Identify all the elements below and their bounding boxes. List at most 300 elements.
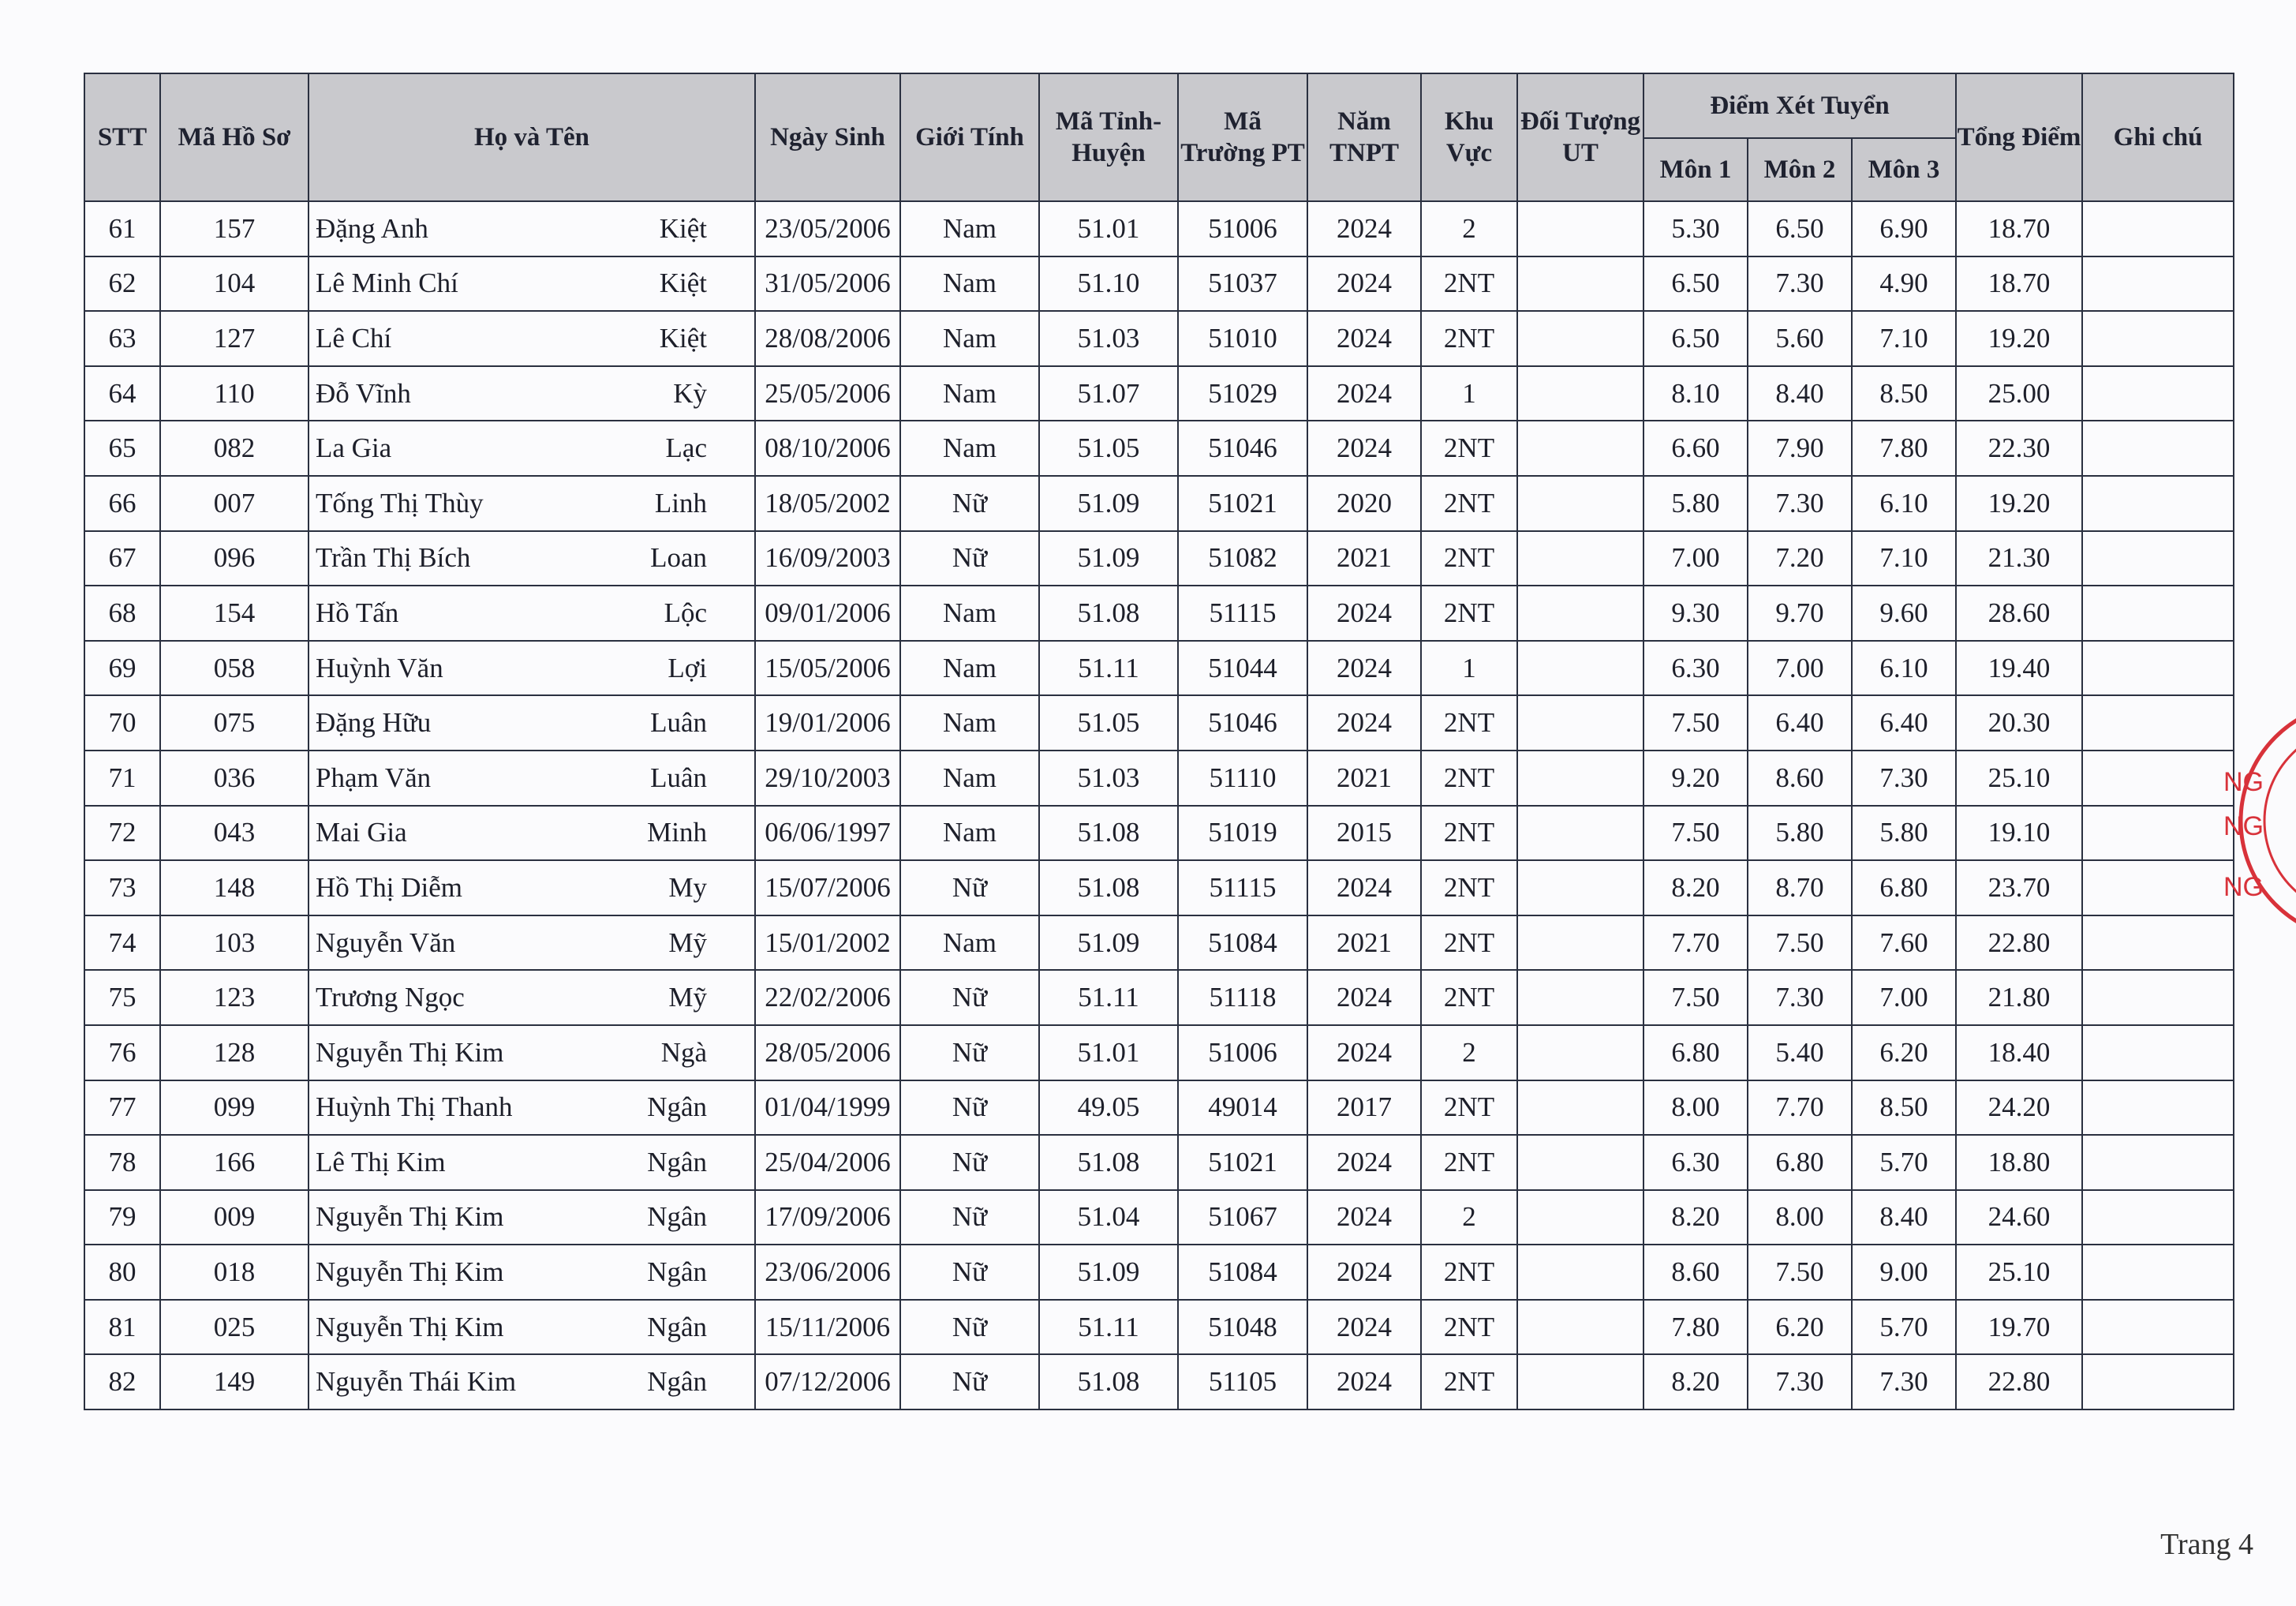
cell-gioi-tinh: Nữ [900,1300,1039,1355]
cell-nam-tnpt: 2021 [1307,531,1421,586]
cell-nam-tnpt: 2024 [1307,256,1421,312]
cell-mon3: 4.90 [1852,256,1956,312]
cell-ma-tinh-huyen: 51.04 [1039,1190,1178,1245]
cell-ho-va-ten [309,695,755,751]
cell-stt: 76 [84,1025,160,1080]
cell-ma-ho-so: 110 [160,366,309,421]
cell-gioi-tinh: Nữ [900,531,1039,586]
cell-ho-va-ten [309,256,755,312]
cell-ngay-sinh: 31/05/2006 [755,256,900,312]
table-header [84,73,2234,201]
cell-ma-tinh-huyen: 51.11 [1039,970,1178,1025]
header-mon3: Môn 3 [1852,138,1956,201]
cell-ho-va-ten [309,860,755,915]
cell-mon3: 5.70 [1852,1300,1956,1355]
cell-khu-vuc: 2NT [1421,806,1517,861]
cell-ghi-chu [2082,311,2234,366]
cell-mon3: 7.30 [1852,751,1956,806]
cell-ma-truong: 51046 [1178,421,1307,476]
cell-ma-truong: 51021 [1178,476,1307,531]
cell-ma-tinh-huyen: 51.05 [1039,421,1178,476]
cell-ngay-sinh: 25/04/2006 [755,1135,900,1190]
surname-given: Nguyễn Thị Kim [316,1256,504,1288]
cell-tong-diem: 18.70 [1956,201,2082,256]
cell-ma-tinh-huyen: 51.01 [1039,201,1178,256]
cell-ma-truong: 51044 [1178,641,1307,696]
cell-khu-vuc: 1 [1421,641,1517,696]
cell-ma-truong: 51115 [1178,586,1307,641]
cell-ma-tinh-huyen: 51.10 [1039,256,1178,312]
cell-gioi-tinh: Nữ [900,1190,1039,1245]
header-ma-ho-so: Mã Hồ Sơ [160,73,309,201]
cell-nam-tnpt: 2024 [1307,1354,1421,1409]
cell-stt: 78 [84,1135,160,1190]
cell-ho-va-ten [309,311,755,366]
cell-khu-vuc: 2 [1421,201,1517,256]
cell-ghi-chu [2082,586,2234,641]
table-row [84,586,2234,641]
surname-given: Huỳnh Thị Thanh [316,1091,513,1123]
cell-mon1: 8.00 [1643,1080,1748,1136]
cell-nam-tnpt: 2024 [1307,641,1421,696]
cell-ghi-chu [2082,201,2234,256]
cell-mon3: 6.10 [1852,641,1956,696]
table-row [84,201,2234,256]
first-name: Ngân [647,1366,707,1398]
cell-ma-ho-so: 009 [160,1190,309,1245]
surname-given: Nguyễn Thị Kim [316,1311,504,1342]
cell-mon1: 8.10 [1643,366,1748,421]
cell-tong-diem: 25.10 [1956,751,2082,806]
cell-ghi-chu [2082,1135,2234,1190]
cell-khu-vuc: 2NT [1421,1354,1517,1409]
cell-ngay-sinh: 15/11/2006 [755,1300,900,1355]
surname-given: Đặng Anh [316,212,428,244]
cell-ho-va-ten [309,476,755,531]
table-row [84,256,2234,312]
cell-ngay-sinh: 18/05/2002 [755,476,900,531]
cell-ma-truong: 51067 [1178,1190,1307,1245]
surname-given: Phạm Văn [316,762,432,793]
cell-mon1: 7.50 [1643,970,1748,1025]
cell-stt: 63 [84,311,160,366]
cell-ngay-sinh: 19/01/2006 [755,695,900,751]
cell-khu-vuc: 2NT [1421,586,1517,641]
cell-ma-truong: 51082 [1178,531,1307,586]
table-row [84,915,2234,971]
cell-ma-ho-so: 007 [160,476,309,531]
cell-khu-vuc: 2 [1421,1190,1517,1245]
cell-ma-truong: 51084 [1178,915,1307,971]
surname-given: Nguyễn Thái Kim [316,1366,517,1398]
cell-khu-vuc: 2NT [1421,311,1517,366]
cell-mon2: 5.60 [1748,311,1852,366]
cell-gioi-tinh: Nam [900,366,1039,421]
cell-ngay-sinh: 28/08/2006 [755,311,900,366]
cell-ho-va-ten [309,641,755,696]
cell-stt: 71 [84,751,160,806]
cell-nam-tnpt: 2017 [1307,1080,1421,1136]
cell-doi-tuong [1517,1135,1643,1190]
cell-gioi-tinh: Nam [900,751,1039,806]
table-row [84,366,2234,421]
cell-doi-tuong [1517,641,1643,696]
cell-ghi-chu [2082,1245,2234,1300]
first-name: My [668,871,707,903]
cell-khu-vuc: 2NT [1421,1245,1517,1300]
cell-nam-tnpt: 2024 [1307,586,1421,641]
cell-ho-va-ten [309,586,755,641]
cell-gioi-tinh: Nam [900,695,1039,751]
cell-tong-diem: 19.20 [1956,311,2082,366]
cell-stt: 69 [84,641,160,696]
surname-given: Tống Thị Thùy [316,487,484,518]
cell-stt: 72 [84,806,160,861]
header-diem-xet-tuyen: Điểm Xét Tuyển [1643,73,1956,138]
cell-mon3: 7.30 [1852,1354,1956,1409]
cell-stt: 68 [84,586,160,641]
cell-ho-va-ten [309,751,755,806]
cell-mon3: 8.50 [1852,1080,1956,1136]
cell-nam-tnpt: 2020 [1307,476,1421,531]
first-name: Kiệt [659,268,707,299]
cell-ngay-sinh: 07/12/2006 [755,1354,900,1409]
cell-nam-tnpt: 2021 [1307,751,1421,806]
cell-gioi-tinh: Nữ [900,860,1039,915]
cell-ho-va-ten [309,201,755,256]
cell-ma-truong: 51019 [1178,806,1307,861]
cell-ma-tinh-huyen: 49.05 [1039,1080,1178,1136]
cell-ma-tinh-huyen: 51.08 [1039,586,1178,641]
cell-mon3: 6.80 [1852,860,1956,915]
first-name: Lạc [665,432,707,464]
cell-doi-tuong [1517,201,1643,256]
cell-mon2: 5.40 [1748,1025,1852,1080]
cell-tong-diem: 19.40 [1956,641,2082,696]
cell-ghi-chu [2082,476,2234,531]
cell-gioi-tinh: Nam [900,421,1039,476]
cell-khu-vuc: 2NT [1421,860,1517,915]
header-ho-va-ten: Họ và Tên [309,73,755,201]
cell-doi-tuong [1517,1245,1643,1300]
cell-doi-tuong [1517,1025,1643,1080]
cell-stt: 62 [84,256,160,312]
table-row [84,695,2234,751]
first-name: Ngân [647,1146,707,1177]
cell-ho-va-ten [309,421,755,476]
cell-ma-tinh-huyen: 51.01 [1039,1025,1178,1080]
cell-ho-va-ten [309,970,755,1025]
cell-ghi-chu [2082,970,2234,1025]
cell-khu-vuc: 1 [1421,366,1517,421]
surname-given: Trương Ngọc [316,982,465,1013]
cell-mon3: 7.10 [1852,531,1956,586]
cell-ho-va-ten [309,1190,755,1245]
first-name: Kiệt [659,212,707,244]
cell-stt: 61 [84,201,160,256]
cell-nam-tnpt: 2024 [1307,201,1421,256]
cell-gioi-tinh: Nữ [900,1135,1039,1190]
cell-ghi-chu [2082,366,2234,421]
cell-gioi-tinh: Nam [900,201,1039,256]
cell-ngay-sinh: 28/05/2006 [755,1025,900,1080]
cell-doi-tuong [1517,860,1643,915]
cell-ma-ho-so: 166 [160,1135,309,1190]
cell-ma-ho-so: 018 [160,1245,309,1300]
cell-ho-va-ten [309,915,755,971]
cell-mon2: 9.70 [1748,586,1852,641]
cell-mon2: 7.00 [1748,641,1852,696]
table-row [84,476,2234,531]
seal-text-2: NG [2223,811,2264,841]
cell-nam-tnpt: 2024 [1307,970,1421,1025]
seal-text-1: NG [2223,767,2264,797]
cell-nam-tnpt: 2024 [1307,695,1421,751]
cell-doi-tuong [1517,311,1643,366]
table-body [84,201,2234,1409]
first-name: Mỹ [668,927,707,958]
cell-mon2: 7.50 [1748,1245,1852,1300]
candidate-score-table [84,73,2234,1410]
table-row [84,641,2234,696]
cell-nam-tnpt: 2024 [1307,366,1421,421]
cell-ma-truong: 51006 [1178,201,1307,256]
surname-given: Đặng Hữu [316,707,432,739]
cell-mon1: 6.50 [1643,256,1748,312]
cell-stt: 77 [84,1080,160,1136]
cell-ho-va-ten [309,366,755,421]
cell-khu-vuc: 2NT [1421,1300,1517,1355]
cell-mon2: 7.30 [1748,970,1852,1025]
red-seal-stamp [2209,702,2296,939]
surname-given: La Gia [316,432,392,464]
surname-given: Nguyễn Thị Kim [316,1036,504,1068]
cell-ghi-chu [2082,1354,2234,1409]
cell-doi-tuong [1517,421,1643,476]
cell-mon1: 5.80 [1643,476,1748,531]
cell-stt: 74 [84,915,160,971]
first-name: Luân [650,707,707,739]
cell-gioi-tinh: Nam [900,256,1039,312]
header-ma-truong: Mã Trường PT [1178,73,1307,201]
cell-ngay-sinh: 22/02/2006 [755,970,900,1025]
first-name: Ngà [660,1036,707,1068]
cell-mon2: 6.40 [1748,695,1852,751]
cell-mon1: 6.80 [1643,1025,1748,1080]
table-row [84,1245,2234,1300]
cell-ma-truong: 49014 [1178,1080,1307,1136]
cell-ma-ho-so: 128 [160,1025,309,1080]
first-name: Mỹ [668,982,707,1013]
cell-ngay-sinh: 25/05/2006 [755,366,900,421]
cell-mon3: 7.00 [1852,970,1956,1025]
cell-nam-tnpt: 2024 [1307,311,1421,366]
cell-doi-tuong [1517,1190,1643,1245]
cell-stt: 65 [84,421,160,476]
cell-ngay-sinh: 08/10/2006 [755,421,900,476]
cell-mon1: 8.20 [1643,1190,1748,1245]
header-ma-tinh-huyen: Mã Tỉnh-Huyện [1039,73,1178,201]
cell-ma-ho-so: 154 [160,586,309,641]
cell-tong-diem: 22.80 [1956,1354,2082,1409]
cell-doi-tuong [1517,1354,1643,1409]
cell-mon3: 5.70 [1852,1135,1956,1190]
cell-ghi-chu [2082,1300,2234,1355]
cell-khu-vuc: 2NT [1421,970,1517,1025]
cell-khu-vuc: 2NT [1421,476,1517,531]
cell-stt: 70 [84,695,160,751]
cell-ma-ho-so: 104 [160,256,309,312]
first-name: Linh [654,487,707,518]
cell-ma-truong: 51110 [1178,751,1307,806]
cell-mon3: 9.00 [1852,1245,1956,1300]
cell-ho-va-ten [309,1080,755,1136]
surname-given: Lê Chí [316,322,392,354]
cell-ghi-chu [2082,1080,2234,1136]
cell-ghi-chu [2082,256,2234,312]
cell-ma-ho-so: 127 [160,311,309,366]
first-name: Ngân [647,1311,707,1342]
cell-mon3: 7.60 [1852,915,1956,971]
cell-ma-tinh-huyen: 51.11 [1039,641,1178,696]
surname-given: Hồ Thị Diễm [316,871,463,903]
cell-tong-diem: 25.10 [1956,1245,2082,1300]
cell-mon2: 6.20 [1748,1300,1852,1355]
cell-mon1: 6.50 [1643,311,1748,366]
cell-gioi-tinh: Nam [900,311,1039,366]
cell-ngay-sinh: 06/06/1997 [755,806,900,861]
cell-mon2: 5.80 [1748,806,1852,861]
cell-doi-tuong [1517,751,1643,806]
header-doi-tuong: Đối Tượng UT [1517,73,1643,201]
cell-tong-diem: 18.70 [1956,256,2082,312]
cell-ngay-sinh: 23/05/2006 [755,201,900,256]
cell-mon3: 6.10 [1852,476,1956,531]
cell-ma-ho-so: 148 [160,860,309,915]
cell-doi-tuong [1517,915,1643,971]
cell-tong-diem: 22.30 [1956,421,2082,476]
surname-given: Trần Thị Bích [316,542,471,574]
cell-mon2: 6.80 [1748,1135,1852,1190]
cell-ma-ho-so: 096 [160,531,309,586]
cell-gioi-tinh: Nam [900,806,1039,861]
cell-stt: 82 [84,1354,160,1409]
cell-ho-va-ten [309,1135,755,1190]
cell-doi-tuong [1517,366,1643,421]
cell-mon1: 6.60 [1643,421,1748,476]
cell-ma-truong: 51037 [1178,256,1307,312]
first-name: Lộc [664,597,707,628]
cell-mon1: 7.50 [1643,695,1748,751]
cell-ma-ho-so: 058 [160,641,309,696]
cell-ngay-sinh: 17/09/2006 [755,1190,900,1245]
cell-tong-diem: 21.30 [1956,531,2082,586]
cell-gioi-tinh: Nữ [900,1354,1039,1409]
cell-ma-truong: 51021 [1178,1135,1307,1190]
cell-gioi-tinh: Nữ [900,1025,1039,1080]
surname-given: Lê Thị Kim [316,1146,446,1177]
cell-khu-vuc: 2NT [1421,421,1517,476]
cell-gioi-tinh: Nữ [900,476,1039,531]
cell-khu-vuc: 2NT [1421,695,1517,751]
first-name: Minh [647,817,707,848]
cell-mon3: 8.40 [1852,1190,1956,1245]
cell-ma-ho-so: 099 [160,1080,309,1136]
cell-doi-tuong [1517,970,1643,1025]
cell-ghi-chu [2082,1190,2234,1245]
cell-tong-diem: 23.70 [1956,860,2082,915]
header-gioi-tinh: Giới Tính [900,73,1039,201]
first-name: Loan [650,542,707,574]
cell-mon2: 8.00 [1748,1190,1852,1245]
cell-mon2: 7.30 [1748,476,1852,531]
header-mon2: Môn 2 [1748,138,1852,201]
cell-stt: 75 [84,970,160,1025]
cell-tong-diem: 21.80 [1956,970,2082,1025]
surname-given: Nguyễn Văn [316,927,456,958]
cell-stt: 64 [84,366,160,421]
cell-ho-va-ten [309,1025,755,1080]
table-row [84,1135,2234,1190]
cell-tong-diem: 28.60 [1956,586,2082,641]
cell-mon1: 8.20 [1643,1354,1748,1409]
cell-stt: 79 [84,1190,160,1245]
cell-ho-va-ten [309,1354,755,1409]
cell-gioi-tinh: Nữ [900,970,1039,1025]
cell-ma-ho-so: 025 [160,1300,309,1355]
cell-ma-ho-so: 043 [160,806,309,861]
cell-ngay-sinh: 23/06/2006 [755,1245,900,1300]
cell-ma-tinh-huyen: 51.09 [1039,915,1178,971]
cell-tong-diem: 24.20 [1956,1080,2082,1136]
cell-ngay-sinh: 09/01/2006 [755,586,900,641]
cell-mon1: 5.30 [1643,201,1748,256]
cell-ghi-chu [2082,1025,2234,1080]
surname-given: Hồ Tấn [316,597,399,628]
cell-ghi-chu [2082,641,2234,696]
header-stt: STT [84,73,160,201]
cell-ngay-sinh: 16/09/2003 [755,531,900,586]
table-row [84,970,2234,1025]
cell-ma-ho-so: 036 [160,751,309,806]
table-row [84,311,2234,366]
cell-tong-diem: 18.40 [1956,1025,2082,1080]
cell-nam-tnpt: 2015 [1307,806,1421,861]
cell-ma-tinh-huyen: 51.08 [1039,806,1178,861]
seal-text-3: NG [2223,872,2264,902]
cell-mon1: 6.30 [1643,641,1748,696]
cell-nam-tnpt: 2024 [1307,1190,1421,1245]
cell-ma-truong: 51118 [1178,970,1307,1025]
cell-khu-vuc: 2NT [1421,531,1517,586]
cell-khu-vuc: 2NT [1421,1080,1517,1136]
cell-tong-diem: 18.80 [1956,1135,2082,1190]
cell-ma-tinh-huyen: 51.09 [1039,476,1178,531]
cell-mon3: 7.10 [1852,311,1956,366]
first-name: Kiệt [659,322,707,354]
cell-mon2: 6.50 [1748,201,1852,256]
cell-ma-ho-so: 123 [160,970,309,1025]
cell-ma-tinh-huyen: 51.03 [1039,311,1178,366]
cell-mon1: 8.60 [1643,1245,1748,1300]
table-row [84,531,2234,586]
cell-nam-tnpt: 2024 [1307,1245,1421,1300]
cell-doi-tuong [1517,476,1643,531]
header-nam-tnpt: Năm TNPT [1307,73,1421,201]
cell-khu-vuc: 2NT [1421,256,1517,312]
cell-nam-tnpt: 2024 [1307,860,1421,915]
cell-stt: 80 [84,1245,160,1300]
